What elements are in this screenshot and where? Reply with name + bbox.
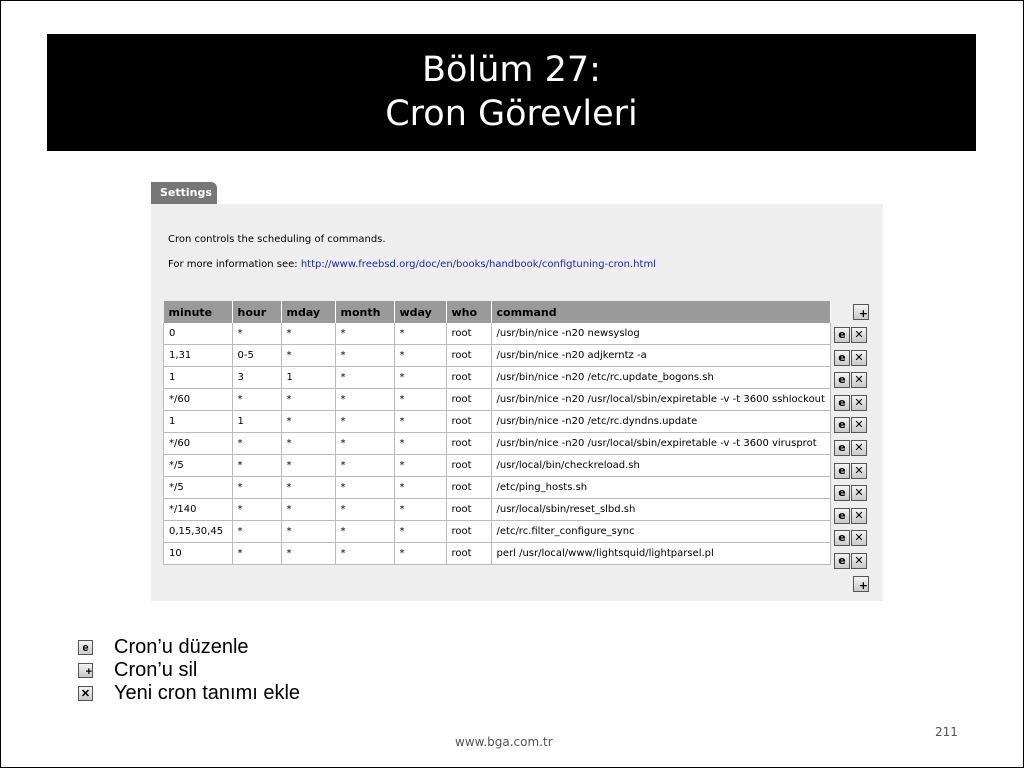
table-cell: * [394,367,446,389]
row-actions [834,485,867,501]
table-cell: root [446,367,491,389]
delete-icon: ✕ [78,686,93,701]
table-cell: * [335,499,394,521]
table-cell: * [335,455,394,477]
table-cell: * [232,323,281,345]
table-cell: * [281,477,335,499]
table-cell: * [335,323,394,345]
table-cell: * [232,455,281,477]
row-actions [834,395,867,411]
row-actions [834,463,867,479]
table-cell: root [446,499,491,521]
table-cell: * [281,499,335,521]
freebsd-handbook-link[interactable]: http://www.freebsd.org/doc/en/books/handbook/configtuning-cron.html [300,259,656,270]
edit-icon[interactable]: e [834,530,850,546]
edit-icon[interactable]: e [834,372,850,388]
table-cell: * [394,411,446,433]
cron-description: Cron controls the scheduling of commands. [168,234,386,245]
delete-icon[interactable]: ✕ [851,395,867,411]
table-cell: /usr/bin/nice -n20 /etc/rc.dyndns.update [491,411,830,433]
table-header-row [164,301,831,323]
title-line-1: Bölüm 27: [422,50,601,90]
table-row [164,323,831,345]
legend-edit-label: Cron’u düzenle [114,636,249,658]
settings-panel [151,204,883,601]
add-cron-top [853,304,869,320]
table-cell: * [394,345,446,367]
table-cell: * [394,477,446,499]
settings-tab[interactable]: Settings [151,182,217,204]
table-cell: root [446,345,491,367]
row-actions [834,530,867,546]
table-cell: root [446,323,491,345]
row-actions [834,350,867,366]
table-row [164,521,831,543]
table-cell: * [394,543,446,565]
table-cell: 0,15,30,45 [164,521,233,543]
delete-icon[interactable]: ✕ [851,553,867,569]
delete-icon[interactable]: ✕ [851,463,867,479]
icon-legend [78,636,300,705]
table-cell: * [232,543,281,565]
delete-icon[interactable]: ✕ [851,327,867,343]
table-row [164,345,831,367]
table-cell: * [335,521,394,543]
table-cell: 3 [232,367,281,389]
col-mday: mday [281,301,335,323]
table-cell: 1 [281,367,335,389]
row-actions [834,440,867,456]
table-cell: /etc/ping_hosts.sh [491,477,830,499]
delete-icon[interactable]: ✕ [851,350,867,366]
table-cell: root [446,411,491,433]
table-cell: * [335,345,394,367]
table-cell: root [446,543,491,565]
table-cell: * [335,389,394,411]
col-minute: minute [164,301,233,323]
add-icon[interactable] [853,304,869,320]
row-actions [834,417,867,433]
table-row [164,433,831,455]
table-cell: * [232,521,281,543]
table-cell: root [446,455,491,477]
table-cell: * [232,477,281,499]
table-cell: * [335,433,394,455]
table-cell: /usr/bin/nice -n20 newsyslog [491,323,830,345]
table-cell: * [232,499,281,521]
table-cell: * [335,367,394,389]
table-row [164,367,831,389]
table-cell: /etc/rc.filter_configure_sync [491,521,830,543]
edit-icon[interactable]: e [834,508,850,524]
table-row [164,455,831,477]
delete-icon[interactable]: ✕ [851,530,867,546]
more-info-prefix: For more information see: [168,259,301,270]
row-actions [834,372,867,388]
add-icon [78,663,93,678]
delete-icon[interactable]: ✕ [851,440,867,456]
table-cell: * [232,389,281,411]
table-cell: * [394,389,446,411]
table-cell: * [394,455,446,477]
table-cell: * [281,389,335,411]
table-cell: * [281,521,335,543]
table-cell: * [281,323,335,345]
table-cell: * [394,521,446,543]
table-cell: /usr/bin/nice -n20 /usr/local/sbin/expiretable -v -t 3600 virusprot [491,433,830,455]
table-cell: * [281,411,335,433]
edit-icon[interactable]: e [834,327,850,343]
more-info-line [168,259,656,270]
delete-icon[interactable]: ✕ [851,508,867,524]
col-who: who [446,301,491,323]
table-cell: * [281,345,335,367]
table-cell: /usr/bin/nice -n20 adjkerntz -a [491,345,830,367]
edit-icon[interactable]: e [834,350,850,366]
table-cell: * [394,323,446,345]
delete-icon[interactable]: ✕ [851,485,867,501]
table-cell: */60 [164,433,233,455]
table-cell: */5 [164,477,233,499]
table-cell: */60 [164,389,233,411]
table-cell: /usr/local/sbin/reset_slbd.sh [491,499,830,521]
cron-table [163,301,831,565]
add-cron-bottom [853,576,869,592]
table-cell: * [281,433,335,455]
table-row [164,389,831,411]
edit-icon[interactable]: e [834,395,850,411]
table-cell: 0-5 [232,345,281,367]
col-month: month [335,301,394,323]
legend-delete-label: Cron’u sil [114,659,198,681]
table-cell: * [394,499,446,521]
col-hour: hour [232,301,281,323]
table-cell: */140 [164,499,233,521]
table-cell: /usr/local/bin/checkreload.sh [491,455,830,477]
edit-icon[interactable]: e [834,485,850,501]
row-actions [834,508,867,524]
table-cell: root [446,477,491,499]
delete-icon[interactable]: ✕ [851,417,867,433]
table-cell: * [335,543,394,565]
edit-icon[interactable]: e [834,463,850,479]
add-icon[interactable] [853,576,869,592]
table-cell: root [446,433,491,455]
row-actions [834,553,867,569]
col-wday: wday [394,301,446,323]
edit-icon: e [78,640,93,655]
legend-delete [78,659,300,682]
table-cell: 0 [164,323,233,345]
table-cell: 1,31 [164,345,233,367]
delete-icon[interactable]: ✕ [851,372,867,388]
table-cell: /usr/bin/nice -n20 /usr/local/sbin/expiretable -v -t 3600 sshlockout [491,389,830,411]
table-cell: 1 [164,411,233,433]
table-cell: * [281,543,335,565]
table-row [164,543,831,565]
table-cell: perl /usr/local/www/lightsquid/lightparsel.pl [491,543,830,565]
table-row [164,411,831,433]
table-cell: * [335,477,394,499]
table-row [164,499,831,521]
table-cell: * [335,411,394,433]
slide-title [47,34,976,151]
col-command: command [491,301,830,323]
legend-add-label: Yeni cron tanımı ekle [114,682,301,704]
table-row [164,477,831,499]
table-cell: * [394,433,446,455]
table-cell: 10 [164,543,233,565]
legend-add [78,682,300,705]
table-cell: * [281,455,335,477]
table-cell: 1 [232,411,281,433]
row-actions [834,327,867,343]
table-cell: * [232,433,281,455]
table-cell: */5 [164,455,233,477]
table-cell: /usr/bin/nice -n20 /etc/rc.update_bogons.sh [491,367,830,389]
legend-edit [78,636,300,659]
table-cell: root [446,521,491,543]
footer-url: www.bga.com.tr [455,735,553,749]
edit-icon[interactable]: e [834,440,850,456]
page-number: 211 [935,725,958,739]
edit-icon[interactable]: e [834,417,850,433]
table-cell: 1 [164,367,233,389]
title-line-2: Cron Görevleri [385,94,638,134]
edit-icon[interactable]: e [834,553,850,569]
table-cell: root [446,389,491,411]
